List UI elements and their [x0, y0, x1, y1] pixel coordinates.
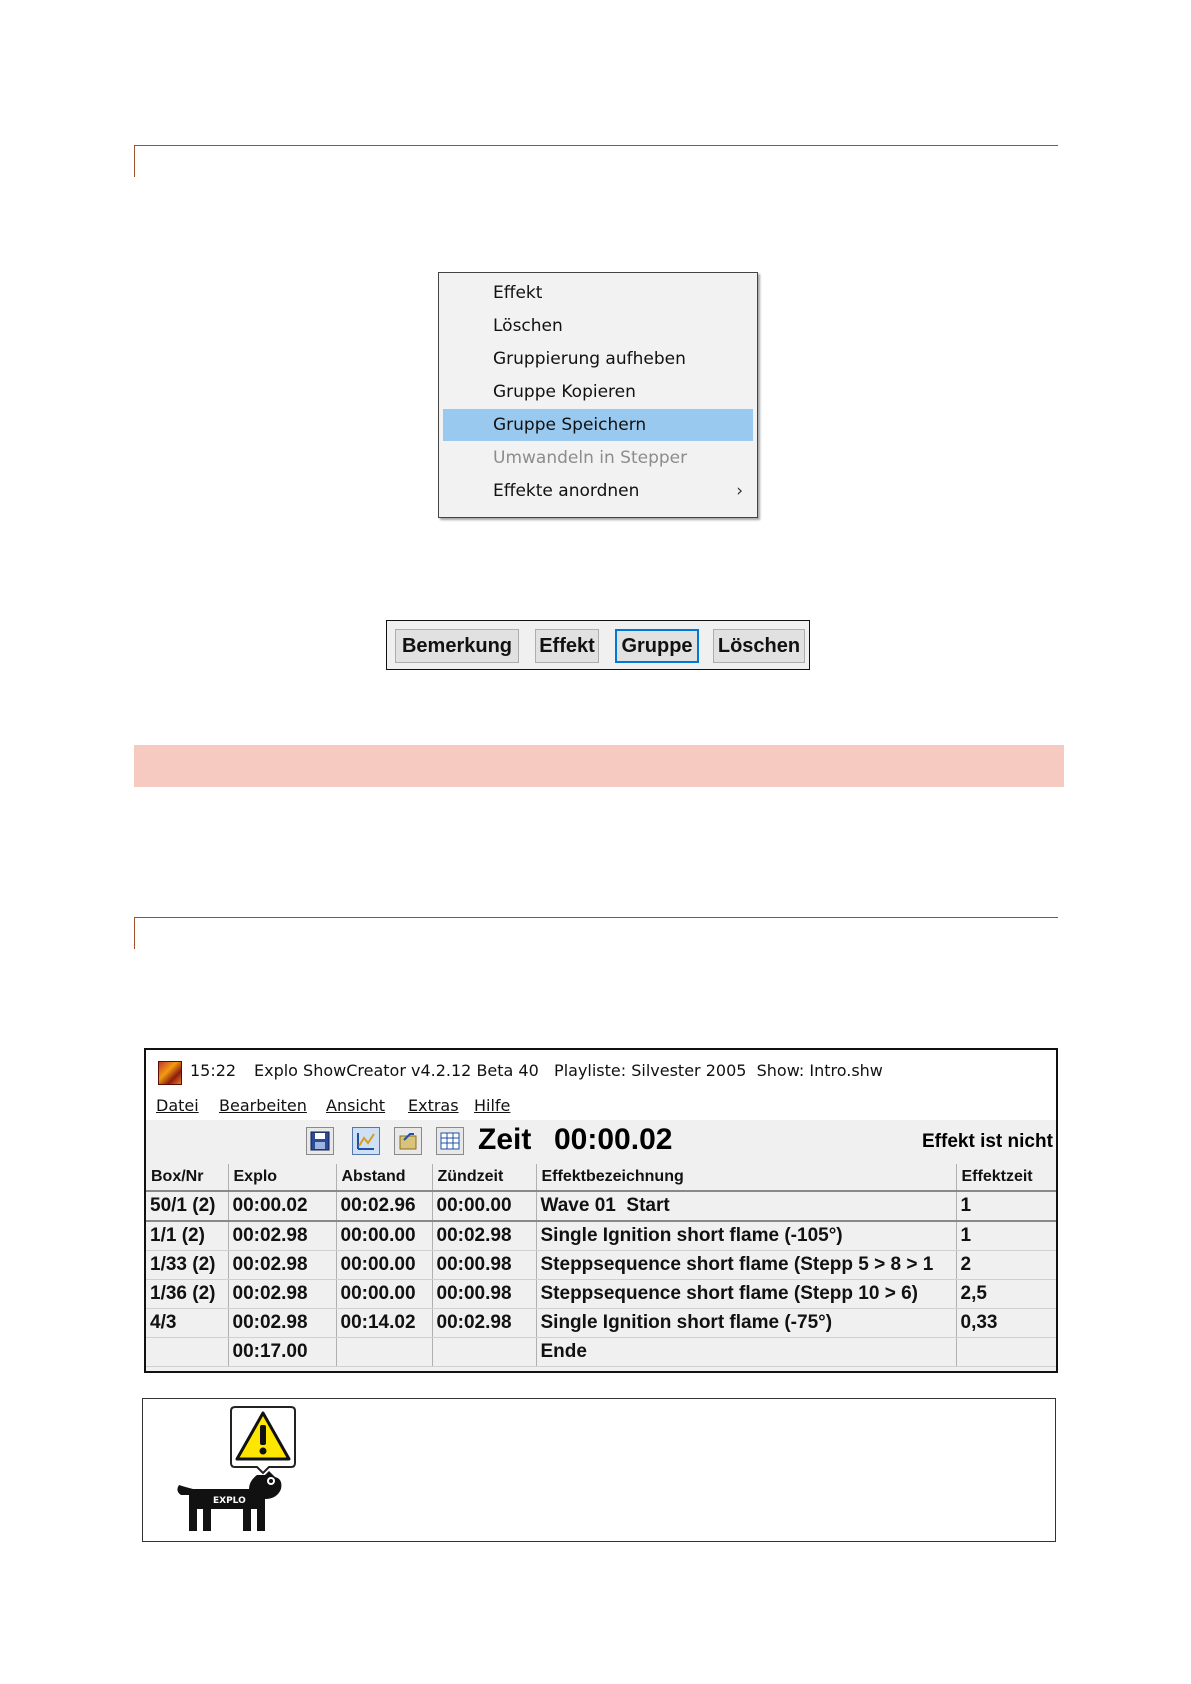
box-nr-cell: 1/1 (2) — [146, 1221, 228, 1251]
menu-item-label: Effekte anordnen — [493, 481, 640, 501]
chevron-right-icon: › — [736, 481, 743, 501]
explo-cell: 00:02.98 — [228, 1251, 336, 1280]
menu-item-loeschen[interactable] — [443, 310, 753, 342]
column-header[interactable]: Effektzeit — [956, 1164, 1056, 1191]
menu-item-gruppierung-aufheben[interactable] — [443, 343, 753, 375]
menu-ansicht[interactable]: Ansicht — [326, 1096, 386, 1115]
menu-item-effekt[interactable] — [443, 277, 753, 309]
abstand-cell: 00:00.00 — [336, 1221, 432, 1251]
menu-item-label: Löschen — [493, 316, 563, 336]
zuendzeit-cell: 00:00.98 — [432, 1251, 536, 1280]
effektzeit-cell: 2,5 — [956, 1280, 1056, 1309]
menu-item-label: Gruppierung aufheben — [493, 349, 686, 369]
export-icon[interactable] — [394, 1127, 422, 1155]
menu-item-effekte-anordnen[interactable] — [443, 475, 753, 507]
table-header-row — [146, 1164, 1056, 1191]
menu-item-gruppe-speichern[interactable] — [443, 409, 753, 441]
effektbezeichnung-cell: Single Ignition short flame (-75°) — [536, 1309, 956, 1338]
zuendzeit-cell: 00:00.98 — [432, 1280, 536, 1309]
box-nr-cell — [146, 1338, 228, 1367]
save-icon[interactable] — [306, 1127, 334, 1155]
table-icon[interactable] — [436, 1127, 464, 1155]
column-header[interactable]: Zündzeit — [432, 1164, 536, 1191]
effektzeit-cell: 1 — [956, 1221, 1056, 1251]
table-row[interactable] — [146, 1280, 1056, 1309]
abstand-cell: 00:00.00 — [336, 1251, 432, 1280]
menu-item-label: Gruppe Kopieren — [493, 382, 636, 402]
explo-cell: 00:00.02 — [228, 1191, 336, 1221]
highlight-band — [134, 745, 1064, 787]
menu-extras[interactable]: Extras — [408, 1096, 459, 1115]
abstand-cell: 00:02.96 — [336, 1191, 432, 1221]
effektzeit-cell — [956, 1338, 1056, 1367]
column-header[interactable]: Abstand — [336, 1164, 432, 1191]
window-title: Explo ShowCreator v4.2.12 Beta 40 Playliste: Silvester 2005 Show: Intro.shw — [254, 1061, 883, 1080]
zeit-value: 00:00.02 — [554, 1123, 673, 1156]
effektzeit-cell: 1 — [956, 1191, 1056, 1221]
explo-cell: 00:02.98 — [228, 1221, 336, 1251]
explo-cell: 00:02.98 — [228, 1309, 336, 1338]
table-row[interactable] — [146, 1309, 1056, 1338]
box-nr-cell: 1/33 (2) — [146, 1251, 228, 1280]
effektbezeichnung-cell: Steppsequence short flame (Stepp 5 > 8 > 1 — [536, 1251, 956, 1280]
effektbezeichnung-cell: Wave 01 Start — [536, 1191, 956, 1221]
zuendzeit-cell — [432, 1338, 536, 1367]
abstand-cell: 00:14.02 — [336, 1309, 432, 1338]
effektbezeichnung-cell: Single Ignition short flame (-105°) — [536, 1221, 956, 1251]
gruppe-button[interactable]: Gruppe — [615, 629, 699, 663]
button-bar — [386, 620, 810, 670]
box-nr-cell: 1/36 (2) — [146, 1280, 228, 1309]
bemerkung-button[interactable]: Bemerkung — [395, 629, 519, 663]
zuendzeit-cell: 00:02.98 — [432, 1221, 536, 1251]
zeit-label: Zeit — [478, 1123, 532, 1156]
explo-cell: 00:02.98 — [228, 1280, 336, 1309]
menu-bearbeiten[interactable]: Bearbeiten — [219, 1096, 307, 1115]
title-bar — [146, 1050, 1056, 1090]
badge-text: EXPLO — [213, 1496, 246, 1506]
menu-item-label: Effekt — [493, 283, 543, 303]
effects-table — [146, 1164, 1057, 1367]
table-row[interactable] — [146, 1338, 1056, 1367]
zuendzeit-cell: 00:00.00 — [432, 1191, 536, 1221]
effektzeit-cell: 0,33 — [956, 1309, 1056, 1338]
menu-item-umwandeln-in-stepper — [443, 442, 753, 474]
ende-cell: Ende — [536, 1338, 956, 1367]
status-text: Effekt ist nicht — [922, 1131, 1053, 1152]
toolbar — [146, 1122, 1056, 1162]
menu-item-label: Umwandeln in Stepper — [493, 448, 688, 468]
effektbezeichnung-cell: Steppsequence short flame (Stepp 10 > 6) — [536, 1280, 956, 1309]
chart-icon[interactable] — [352, 1127, 380, 1155]
column-header[interactable]: Box/Nr — [146, 1164, 228, 1191]
loeschen-button[interactable]: Löschen — [713, 629, 805, 663]
effektzeit-cell: 2 — [956, 1251, 1056, 1280]
section-heading-rule — [134, 917, 1058, 949]
menu-bar — [146, 1090, 1056, 1120]
menu-item-gruppe-kopieren[interactable] — [443, 376, 753, 408]
section-heading-rule — [134, 145, 1058, 177]
table-row[interactable] — [146, 1251, 1056, 1280]
abstand-cell — [336, 1338, 432, 1367]
menu-datei[interactable]: Datei — [156, 1096, 199, 1115]
zuendzeit-cell: 00:02.98 — [432, 1309, 536, 1338]
title-clock: 15:22 — [190, 1061, 237, 1080]
dog-mascot-icon — [173, 1465, 293, 1541]
table-row[interactable] — [146, 1191, 1056, 1221]
explo-cell: 00:17.00 — [228, 1338, 336, 1367]
column-header[interactable]: Explo — [228, 1164, 336, 1191]
effekt-button[interactable]: Effekt — [535, 629, 599, 663]
menu-item-label: Gruppe Speichern — [493, 415, 647, 435]
box-nr-cell: 4/3 — [146, 1309, 228, 1338]
box-nr-cell: 50/1 (2) — [146, 1191, 228, 1221]
showcreator-window — [144, 1048, 1058, 1373]
app-logo-icon — [158, 1061, 182, 1085]
menu-hilfe[interactable]: Hilfe — [474, 1096, 511, 1115]
notice-box — [142, 1398, 1056, 1542]
column-header[interactable]: Effektbezeichnung — [536, 1164, 956, 1191]
abstand-cell: 00:00.00 — [336, 1280, 432, 1309]
table-row[interactable] — [146, 1221, 1056, 1251]
context-menu — [438, 272, 758, 518]
